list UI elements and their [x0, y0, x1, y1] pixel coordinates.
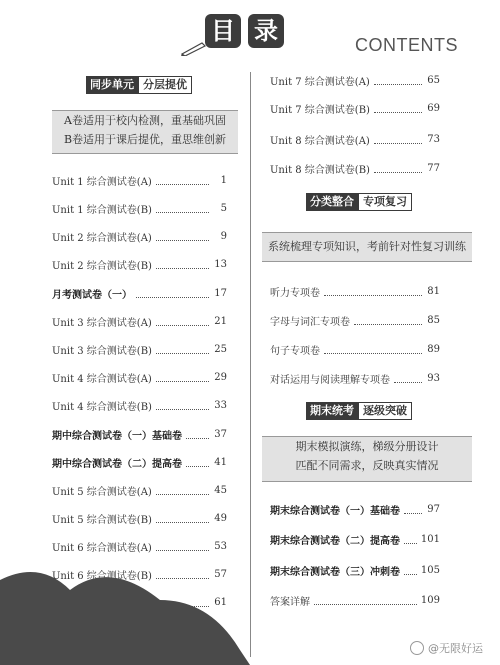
entry-page: 25: [214, 343, 227, 355]
entry-page: 61: [214, 596, 227, 608]
entry-page: 5: [220, 202, 227, 214]
entry-page: 109: [420, 594, 440, 606]
entry-label: Unit 5 综合测试卷(A): [52, 486, 152, 498]
entry-label: 期末综合测试卷（一）基础卷: [270, 505, 400, 517]
watermark-text: @无限好运: [428, 642, 483, 655]
entry-label: Unit 4 综合测试卷(B): [52, 401, 152, 413]
watermark-logo-icon: [410, 641, 424, 655]
entry-label: 月考测试卷（一）: [52, 289, 132, 301]
toc-entry[interactable]: [270, 342, 440, 356]
header: [0, 0, 500, 70]
leader-dots: [156, 204, 209, 213]
title-char-box-2: [248, 14, 284, 48]
toc-entry[interactable]: [270, 593, 440, 607]
toc-entry[interactable]: [52, 257, 227, 271]
badge-dark-label: 同步单元: [86, 76, 138, 94]
entry-label: Unit 4 综合测试卷(A): [52, 373, 152, 385]
leader-dots: [156, 232, 209, 241]
entry-page: 29: [214, 371, 227, 383]
toc-entry[interactable]: [52, 173, 227, 187]
leader-dots: [156, 345, 209, 354]
badge-light-label: 专项复习: [358, 193, 412, 211]
note-box-final: [262, 436, 472, 482]
leader-dots: [186, 458, 209, 467]
entry-page: 41: [214, 456, 227, 468]
entry-page: 21: [214, 315, 227, 327]
entry-page: 101: [420, 533, 440, 545]
entry-page: 93: [427, 372, 440, 384]
leader-dots: [156, 176, 209, 185]
toc-entry[interactable]: [270, 132, 440, 146]
toc-entry[interactable]: [270, 563, 440, 577]
leader-dots: [314, 596, 417, 605]
toc-entry[interactable]: [52, 229, 227, 243]
toc-entry[interactable]: [52, 427, 227, 441]
entry-label: Unit 7 综合测试卷(B): [270, 104, 370, 116]
leader-dots: [374, 104, 422, 113]
leader-dots: [404, 505, 422, 514]
toc-entry[interactable]: [52, 398, 227, 412]
column-divider: [250, 72, 251, 657]
note-line: 系统梳理专项知识，考前针对性复习训练: [268, 240, 466, 253]
entry-label: 答案详解: [270, 596, 310, 608]
entry-page: 97: [427, 503, 440, 515]
leader-dots: [374, 164, 422, 173]
pen-icon: [180, 40, 208, 56]
toc-entry[interactable]: [270, 371, 440, 385]
note-box-sync: [52, 110, 238, 154]
leader-dots: [324, 287, 422, 296]
leader-dots: [156, 514, 209, 523]
entry-page: 1: [220, 174, 227, 186]
entry-label: Unit 1 综合测试卷(B): [52, 204, 152, 216]
toc-entry[interactable]: [270, 313, 440, 327]
leader-dots: [374, 76, 422, 85]
entry-label: 听力专项卷: [270, 287, 320, 299]
entry-label: 字母与词汇专项卷: [270, 316, 350, 328]
toc-entry[interactable]: [270, 284, 440, 298]
title-char-2: 录: [254, 17, 278, 45]
badge-light-label: 逐级突破: [358, 402, 412, 420]
entry-label: Unit 1 综合测试卷(A): [52, 176, 152, 188]
toc-entry[interactable]: [52, 342, 227, 356]
entry-label: 期末综合测试卷（三）冲刺卷: [270, 566, 400, 578]
note-line: A卷适用于校内检测，重基础巩固: [64, 114, 226, 127]
entry-page: 77: [427, 162, 440, 174]
toc-entry[interactable]: [52, 314, 227, 328]
entry-page: 69: [427, 102, 440, 114]
badge-dark-label: 期末统考: [306, 402, 358, 420]
note-box-special: [262, 232, 472, 262]
entry-label: 句子专项卷: [270, 345, 320, 357]
entry-page: 17: [214, 287, 227, 299]
leader-dots: [394, 374, 422, 383]
leader-dots: [156, 401, 209, 410]
entry-page: 53: [214, 540, 227, 552]
entry-page: 73: [427, 133, 440, 145]
leader-dots: [156, 486, 209, 495]
badge-light-label: 分层提优: [138, 76, 192, 94]
leader-dots: [354, 316, 422, 325]
leader-dots: [156, 373, 209, 382]
toc-entry[interactable]: [52, 483, 227, 497]
title-char-1: 目: [211, 17, 235, 45]
section-badge-final: [306, 402, 412, 420]
entry-page: 65: [427, 74, 440, 86]
entry-page: 89: [427, 343, 440, 355]
toc-entry[interactable]: [52, 511, 227, 525]
toc-entry[interactable]: [52, 286, 227, 300]
toc-entry[interactable]: [52, 370, 227, 384]
entry-label: 期中综合测试卷（二）提高卷: [52, 458, 182, 470]
entry-page: 57: [214, 568, 227, 580]
leader-dots: [156, 260, 209, 269]
note-line: 匹配不同需求，反映真实情况: [295, 459, 439, 472]
leader-dots: [374, 135, 422, 144]
entry-page: 9: [220, 230, 227, 242]
entry-label: 对话运用与阅读理解专项卷: [270, 374, 390, 386]
badge-dark-label: 分类整合: [306, 193, 358, 211]
entry-page: 105: [420, 564, 440, 576]
leader-dots: [404, 566, 417, 575]
entry-label: Unit 2 综合测试卷(B): [52, 260, 152, 272]
toc-entry[interactable]: [52, 455, 227, 469]
toc-entry[interactable]: [52, 201, 227, 215]
entry-label: Unit 3 综合测试卷(B): [52, 345, 152, 357]
note-line: 期末模拟演练，梯级分册设计: [295, 440, 439, 453]
section-badge-sync: [86, 76, 192, 94]
entry-label: Unit 8 综合测试卷(A): [270, 135, 370, 147]
entry-label: Unit 8 综合测试卷(B): [270, 164, 370, 176]
entry-label: Unit 6 综合测试卷(A): [52, 542, 152, 554]
entry-page: 81: [427, 285, 440, 297]
title-char-box-1: [205, 14, 241, 48]
toc-entry[interactable]: [270, 532, 440, 546]
leader-dots: [156, 317, 209, 326]
entry-page: 33: [214, 399, 227, 411]
entry-label: 期末综合测试卷（二）提高卷: [270, 535, 400, 547]
leader-dots: [136, 289, 209, 298]
entry-page: 49: [214, 512, 227, 524]
leader-dots: [324, 345, 422, 354]
toc-entry[interactable]: [270, 502, 440, 516]
note-line: B卷适用于课后提优，重思维创新: [63, 133, 227, 146]
entry-page: 85: [427, 314, 440, 326]
decorative-cloud-shape: [0, 540, 250, 665]
entry-label: 期中综合测试卷（一）基础卷: [52, 430, 182, 442]
entry-page: 45: [214, 484, 227, 496]
entry-label: Unit 6 综合测试卷(B): [52, 570, 152, 582]
toc-entry[interactable]: [270, 161, 440, 175]
entry-label: Unit 5 综合测试卷(B): [52, 514, 152, 526]
toc-entry[interactable]: [270, 101, 440, 115]
section-badge-special: [306, 193, 412, 211]
contents-label: CONTENTS: [355, 35, 458, 55]
entry-label: Unit 7 综合测试卷(A): [270, 76, 370, 88]
watermark: [410, 640, 483, 656]
entry-label: Unit 2 综合测试卷(A): [52, 232, 152, 244]
entry-label: Unit 3 综合测试卷(A): [52, 317, 152, 329]
leader-dots: [404, 535, 417, 544]
entry-page: 13: [214, 258, 227, 270]
entry-page: 37: [214, 428, 227, 440]
toc-entry[interactable]: [270, 73, 440, 87]
leader-dots: [186, 430, 209, 439]
